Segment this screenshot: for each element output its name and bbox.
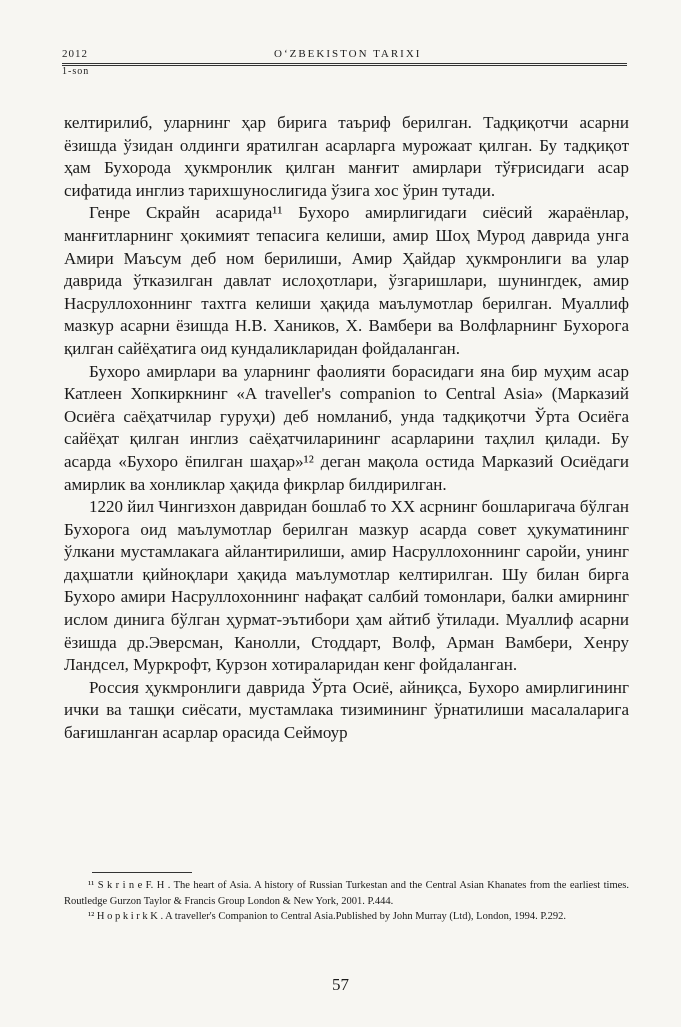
paragraph: Генре Скрайн асарида¹¹ Бухоро амирлигидаги сиёсий жараёнлар, манғитларнинг ҳокимият тепасига келиши, амир Шоҳ Мурод даврида унга Амири Маъсум деб ном берилиши, Амир Ҳайдар ҳукмронлиги ва улар даврида ўтказилган давлат ислоҳотлари, ўзгаришлари, шунингдек, амир Насруллохоннинг тахтга келиши ҳақида маълумотлар берилган. Муаллиф мазкур асарни ёзишда Н.В. Хаников, Х. Вамбери ва Волфларнинг Бухорога қилган сайёҳатига оид кундаликларидан фойдаланган. — [64, 203, 629, 358]
paragraph: Россия ҳукмронлиги даврида Ўрта Осиё, айниқса, Бухоро амирлигининг ички ва ташқи сиёсати, мустамлака тизимининг ўрнатилиши масалаларига бағишланган асарлар орасида Сеймоур — [64, 677, 629, 743]
main-text — [64, 112, 629, 745]
paragraph: Бухоро амирлари ва уларнинг фаолияти борасидаги яна бир муҳим асар Катлеен Хопкиркнинг «A traveller's companion to Central Asia» (Марказий Осиёга саёҳатчилар гуруҳи) деб номланиб, унда тадқиқотчи Ўрта Осиёга сайёҳат қилган инглиз саёҳатчиларининг асарларини таҳлил қилади. Бу асарда «Бухоро ёпилган шаҳар»¹² деган мақола остида Марказий Осиёдаги амирлик ва хонликлар ҳақида фикрлар билдирилган. — [64, 361, 629, 494]
footnote-12: ¹² H o p k i r k K . A traveller's Companion to Central Asia.Published by John Murray (Ltd), London, 1994. P.292. — [88, 911, 567, 922]
footnote-separator — [92, 872, 192, 873]
footnotes — [64, 878, 629, 925]
header-journal-title: O‘ZBEKISTON TARIXI — [274, 48, 422, 60]
header-issue: 1-son — [62, 66, 90, 77]
header-rule — [62, 63, 627, 64]
paragraph: келтирилиб, уларнинг ҳар бирига таъриф берилган. Тадқиқотчи асарни ёзишда ўзидан олдинги яратилган асарларга мурожаат қилган. Бу тадқиқот ҳам Бухорода ҳукмронлик қилган манғит амирлари тўғрисидаги асар сифатида инглиз тарихшунослигида ўзига хос ўрин тутади. — [64, 113, 629, 200]
paragraph: 1220 йил Чингизхон давридан бошлаб то XX асрнинг бошларигача бўлган Бухорога оид маълумотлар берилган мазкур асарда совет ҳукуматининг ўлкани мустамлакага айлантирилиши, амир Насруллохоннинг саройи, унинг даҳшатли қийноқлари ҳақида маълумотлар келтирилган. Шу билан бирга Бухоро амири Насруллохоннинг нафақат салбий томонлари, балки амирнинг ислом динига бўлган ҳурмат-эътибори ҳам айтиб ўтилади. Муаллиф асарни ёзишда др.Эверсман, Канолли, Стоддарт, Волф, Арман Вамбери, Хенру Ландсел, Муркрофт, Курзон хотираларидан кенг фойдаланган. — [64, 497, 629, 675]
page-number: 57 — [332, 975, 349, 994]
footnote-11: ¹¹ S k r i n e F. H . The heart of Asia. A history of Russian Turkestan and the Central Asian Khanates from the earliest times. Routledge Gurzon Taylor & Francis Group London & New York, 2001. P.444. — [64, 880, 629, 907]
header-year: 2012 — [62, 48, 88, 60]
header-rule-double — [62, 65, 627, 66]
